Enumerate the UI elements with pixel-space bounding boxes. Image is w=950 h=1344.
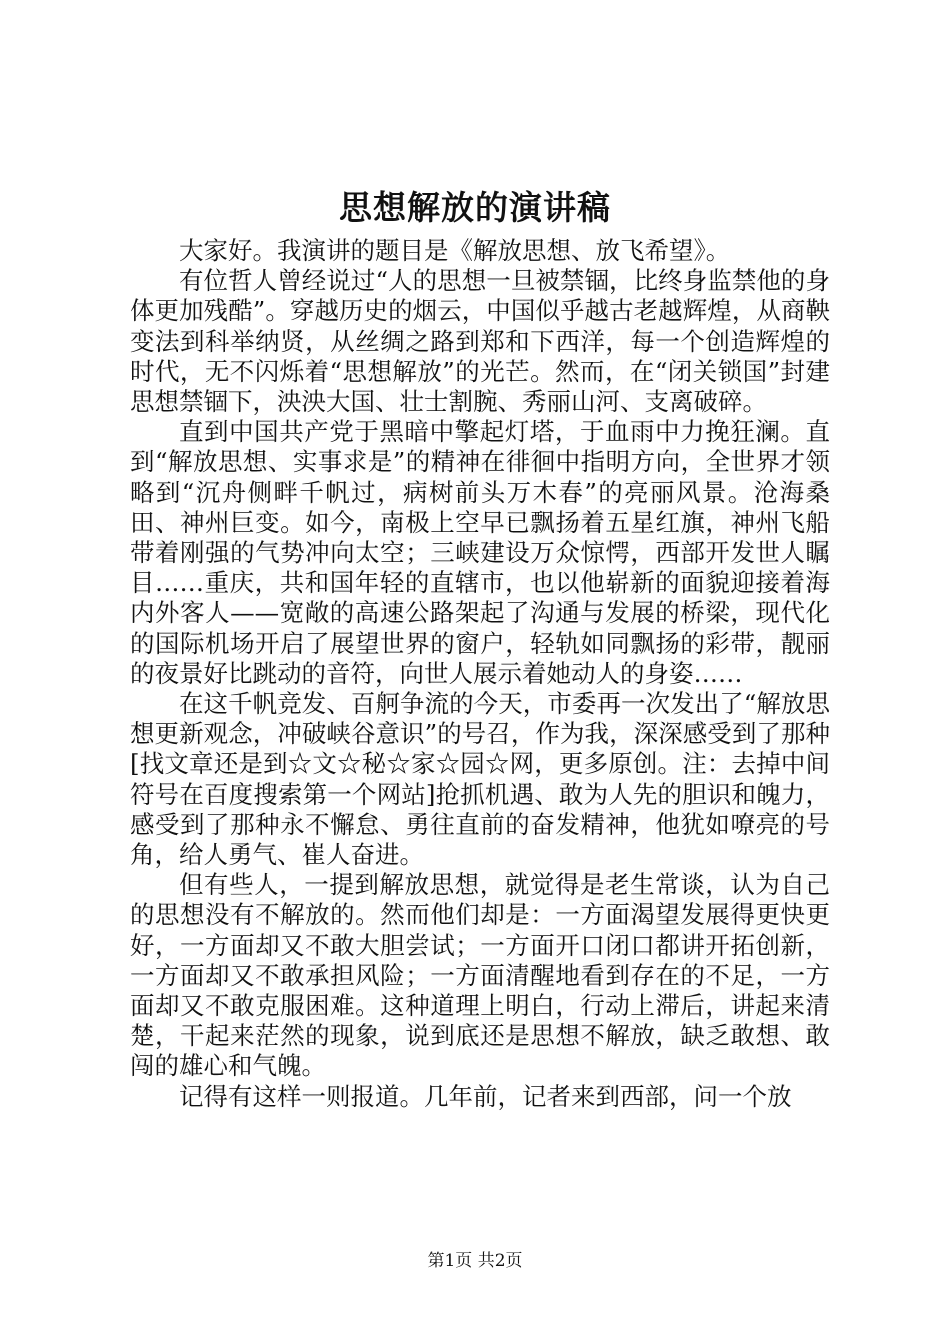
paragraph: 直到中国共产党于黑暗中擎起灯塔，于血雨中力挽狂澜。直到“解放思想、实事求是”的精神在徘徊中指明方向，全世界才领略到“沉舟侧畔千帆过，病树前头万木春”的亮丽风景。沧海桑田、神州巨变。如今，南极上空早已飘扬着五星红旗，神州飞船带着刚强的气势冲向太空；三峡建设万众惊愕，西部开发世人瞩目……重庆，共和国年轻的直辖市，也以他崭新的面貌迎接着海内外客人——宽敞的高速公路架起了沟通与发展的桥梁，现代化的国际机场开启了展望世界的窗户，轻轨如同飘扬的彩带，靓丽的夜景好比跳动的音符，向世人展示着她动人的身姿…… (130, 417, 830, 688)
paragraph: 在这千帆竞发、百舸争流的今天，市委再一次发出了“解放思想更新观念，冲破峡谷意识”的号召，作为我，深深感受到了那种[找文章还是到☆文☆秘☆家☆园☆网，更多原创。注：去掉中间符号在百度搜索第一个网站]抢抓机遇、敢为人先的胆识和魄力，感受到了那种永不懈怠、勇往直前的奋发精神，他犹如嘹亮的号角，给人勇气、崔人奋进。 (130, 689, 830, 870)
paragraph: 但有些人，一提到解放思想，就觉得是老生常谈，认为自己的思想没有不解放的。然而他们却是：一方面渴望发展得更快更好，一方面却又不敢大胆尝试；一方面开口闭口都讲开拓创新，一方面却又不敢承担风险；一方面清醒地看到存在的不足，一方面却又不敢克服困难。这种道理上明白，行动上滞后，讲起来清楚，干起来茫然的现象，说到底还是思想不解放，缺乏敢想、敢闯的雄心和气魄。 (130, 870, 830, 1081)
page-footer: 第1页 共2页 (427, 1251, 523, 1271)
paragraph: 记得有这样一则报道。几年前，记者来到西部，问一个放 (179, 1081, 792, 1111)
paragraph: 大家好。我演讲的题目是《解放思想、放飞希望》。 (179, 236, 731, 265)
document-title: 思想解放的演讲稿 (339, 188, 611, 227)
document-body (130, 236, 830, 1112)
paragraph: 有位哲人曾经说过“人的思想一旦被禁锢，比终身监禁他的身体更加残酷”。穿越历史的烟云，中国似乎越古老越辉煌，从商鞅变法到科举纳贤，从丝绸之路到郑和下西洋，每一个创造辉煌的时代，无不闪烁着“思想解放”的光芒。然而，在“闭关锁国”封建思想禁锢下，泱泱大国、壮士割腕、秀丽山河、支离破碎。 (130, 266, 830, 417)
